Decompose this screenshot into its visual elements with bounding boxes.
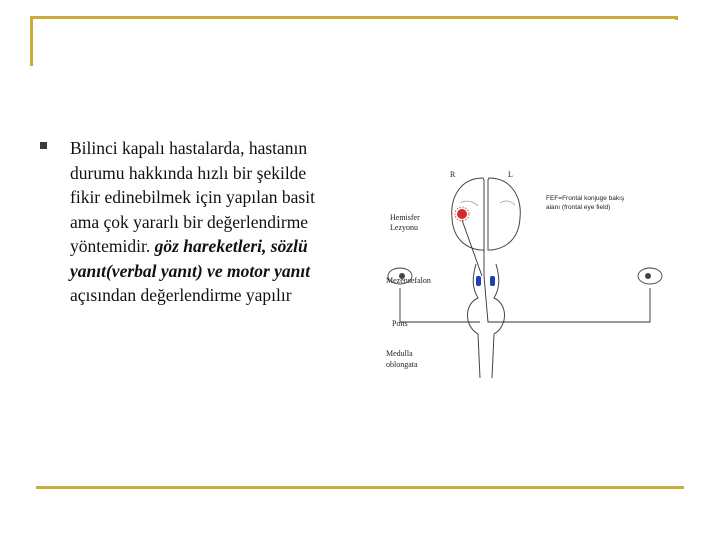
bullet-item [40, 136, 340, 308]
label-r: R [450, 170, 456, 179]
lesion-mark [457, 209, 467, 219]
nucleus-left [476, 276, 481, 286]
bullet-text-part1: Bilinci kapalı hastalarda, hastanın durumu hakkında hızlı bir şekilde fikir edinebilmek için yapılan basit ama çok yararlı bir değerlendirme yöntemidir. [70, 138, 315, 256]
bullet-text-part2: açısından değerlendirme yapılır [70, 285, 292, 305]
frame-top-line [30, 16, 678, 19]
nucleus-right [490, 276, 495, 286]
label-medulla-line2: oblongata [386, 360, 418, 369]
right-hemisphere [452, 178, 484, 250]
frame-right-tick [675, 16, 678, 20]
label-mezensefalon: Mezensefalon [386, 276, 431, 285]
frame-left-line [30, 16, 33, 66]
label-fef-line1: FEF=Frontal konjuge bakış [546, 195, 625, 202]
label-medulla-line1: Medulla [386, 349, 413, 358]
label-l: L [508, 170, 513, 179]
square-bullet-icon [40, 142, 47, 149]
bullet-text-emphasis: göz hareketleri, sözlü yanıt(verbal yanıt) ve motor yanıt [70, 236, 311, 281]
left-eye-icon [638, 268, 662, 284]
label-hemisfer: Hemisfer [390, 213, 420, 222]
bullet-text [70, 136, 340, 308]
brain-diagram [380, 168, 670, 380]
label-pons: Pons [392, 319, 408, 328]
label-lezyonu: Lezyonu [390, 223, 418, 232]
brain-diagram-svg [380, 168, 670, 380]
pathway-line [462, 220, 650, 322]
left-hemisphere [488, 178, 520, 250]
frame-bottom-line [36, 486, 684, 489]
label-fef-line2: alanı (frontal eye field) [546, 204, 611, 211]
brainstem [468, 264, 505, 378]
